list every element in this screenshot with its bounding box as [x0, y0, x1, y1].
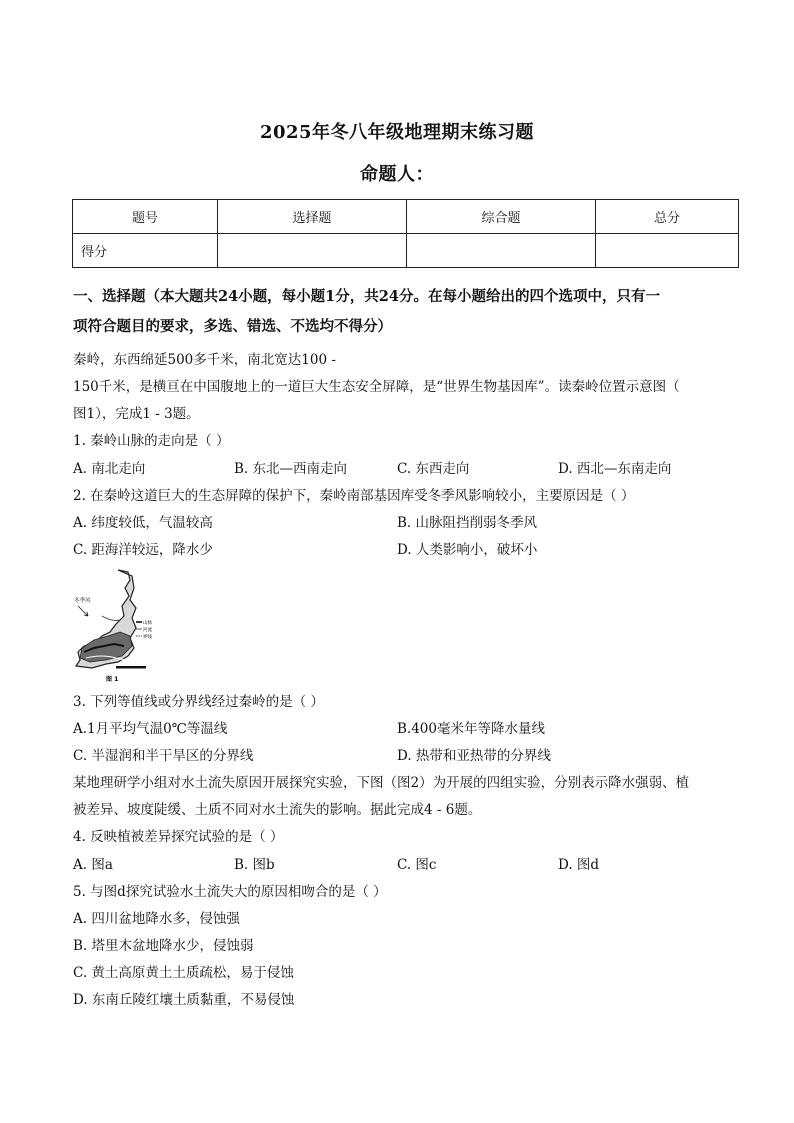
header-cell-choice: 选择题 [218, 200, 407, 234]
score-cell-choice[interactable] [218, 234, 407, 268]
score-cell-total[interactable] [596, 234, 739, 268]
q4-option-a[interactable]: A. 图a [73, 857, 113, 873]
intro1-line2: 150千米，是横亘在中国腹地上的一道巨大生态安全屏障，是“世界生物基因库”。读秦岭位置示意图（ [73, 379, 680, 395]
q2-option-d[interactable]: D. 人类影响小，破坏小 [397, 542, 538, 558]
wind-label: 冬季风 [74, 598, 91, 604]
q5-option-d[interactable]: D. 东南丘陵红壤土质黏重，不易侵蚀 [73, 992, 295, 1008]
q2-option-c[interactable]: C. 距海洋较远，降水少 [73, 542, 213, 558]
q3-option-a[interactable]: A.1月平均气温0℃等温线 [73, 721, 228, 737]
q4-option-d[interactable]: D. 图d [558, 857, 600, 873]
scale-bar [116, 666, 146, 669]
author-line: 命题人： [360, 164, 434, 185]
header-cell-comprehensive: 综合题 [407, 200, 596, 234]
score-cell-comprehensive[interactable] [407, 234, 596, 268]
intro2-line2: 被差异、坡度陡缓、土质不同对水土流失的影响。据此完成4 - 6题。 [73, 802, 482, 818]
question-2-stem: 2. 在秦岭这道巨大的生态屏障的保护下，秦岭南部基因库受冬季风影响较小，主要原因是（ ） [73, 488, 635, 504]
q5-option-c[interactable]: C. 黄土高原黄土土质疏松，易于侵蚀 [73, 965, 294, 981]
q1-option-c[interactable]: C. 东西走向 [397, 461, 470, 477]
intro1-line1: 秦岭，东西绵延500多千米，南北宽达100 - [73, 352, 336, 368]
header-cell-total: 总分 [596, 200, 739, 234]
q1-option-d[interactable]: D. 西北—东南走向 [558, 461, 672, 477]
q5-option-a[interactable]: A. 四川盆地降水多，侵蚀强 [73, 911, 240, 927]
q3-option-d[interactable]: D. 热带和亚热带的分界线 [397, 748, 551, 764]
q2-option-b[interactable]: B. 山脉阻挡削弱冬季风 [397, 515, 538, 531]
legend-item-river: 河流 [143, 628, 152, 633]
question-4-stem: 4. 反映植被差异探究试验的是（ ） [73, 829, 284, 845]
question-3-stem: 3. 下列等值线或分界线经过秦岭的是（ ） [73, 694, 324, 710]
intro1-line3: 图1），完成1 - 3题。 [73, 406, 200, 422]
q4-option-c[interactable]: C. 图c [397, 857, 437, 873]
q2-option-a[interactable]: A. 纬度较低，气温较高 [73, 515, 213, 531]
intro2-line1: 某地理研学小组对水土流失原因开展探究实验，下图（图2）为开展的四组实验，分别表示降水强弱、植 [73, 775, 690, 791]
row-label-score: 得分 [73, 234, 218, 268]
score-table [72, 199, 739, 268]
section-heading-line1: 一、选择题（本大题共24小题，每小题1分，共24分。在每小题给出的四个选项中，只有一 [73, 288, 660, 305]
q3-option-c[interactable]: C. 半湿润和半干旱区的分界线 [73, 748, 254, 764]
q1-option-a[interactable]: A. 南北走向 [73, 461, 146, 477]
legend-item-boundary: 界线 [143, 635, 152, 640]
section-heading-line2: 项符合题目的要求，多选、错选、不选均不得分） [73, 318, 392, 335]
question-5-stem: 5. 与图d探究试验水土流失大的原因相吻合的是（ ） [73, 884, 387, 900]
q3-option-b[interactable]: B.400毫米年等降水量线 [397, 721, 545, 737]
figure-1-map [72, 566, 154, 684]
q1-option-b[interactable]: B. 东北—西南走向 [234, 461, 348, 477]
figure-1-caption: 图 1 [106, 676, 119, 683]
q4-option-b[interactable]: B. 图b [234, 857, 275, 873]
exam-title: 2025年冬八年级地理期末练习题 [259, 122, 535, 143]
score-table-header-row [73, 200, 739, 234]
q5-option-b[interactable]: B. 塔里木盆地降水少，侵蚀弱 [73, 938, 254, 954]
score-table-score-row [73, 234, 739, 268]
legend-item-mountain: 山脉 [143, 621, 152, 626]
header-cell-number: 题号 [73, 200, 218, 234]
question-1-stem: 1. 秦岭山脉的走向是（ ） [73, 433, 230, 449]
